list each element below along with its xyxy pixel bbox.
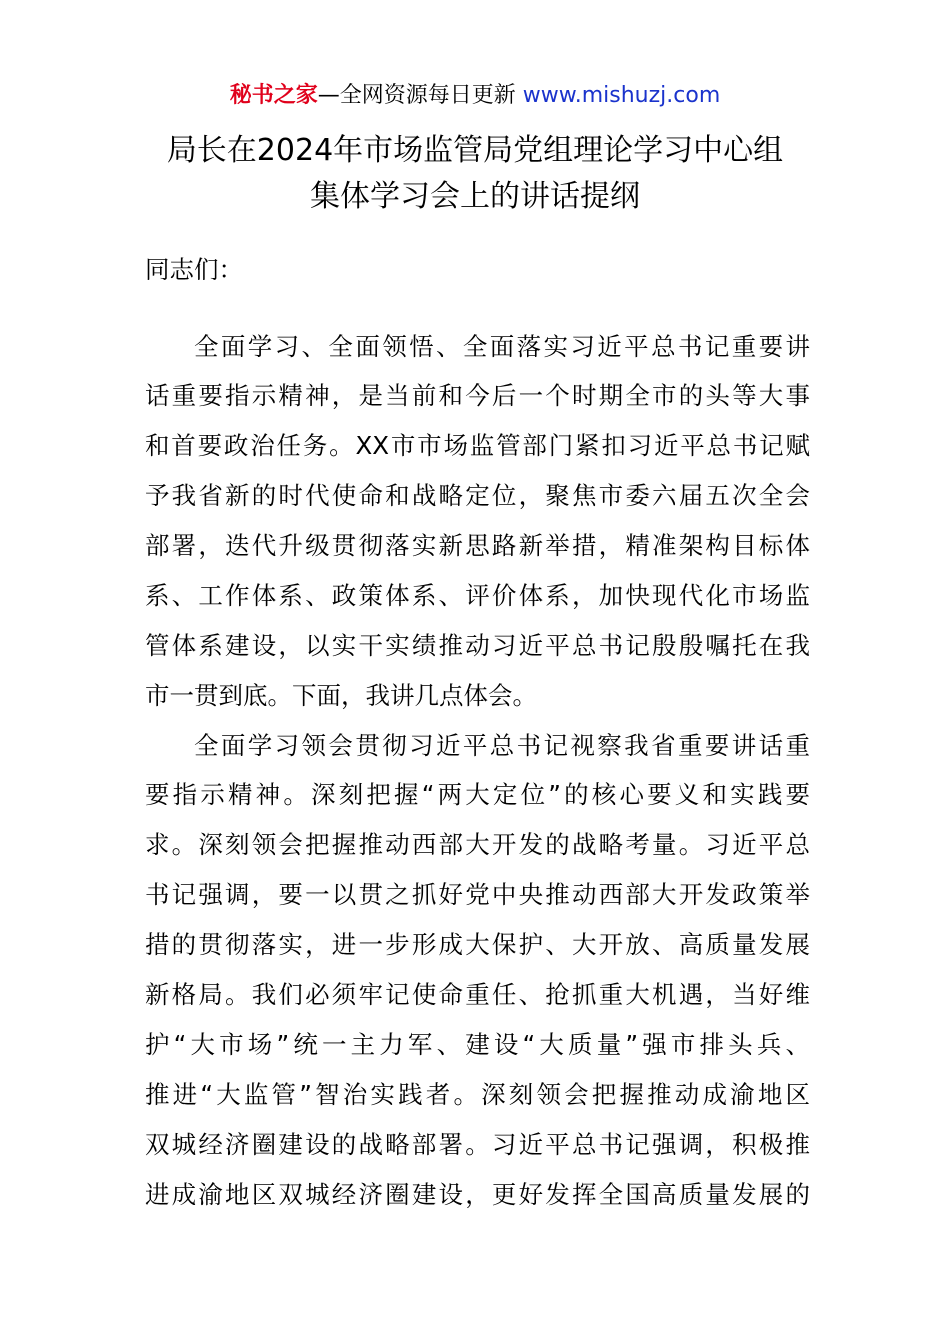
body-line: 予我省新的时代使命和战略定位，聚焦市委六届五次全会 — [145, 481, 810, 510]
body-line: 市一贯到底。下面，我讲几点体会。 — [145, 681, 537, 710]
body-line: 全面学习领会贯彻习近平总书记视察我省重要讲话重 — [194, 731, 810, 760]
header-tagline: —全网资源每日更新 — [317, 83, 516, 108]
body-line: 进成渝地区双城经济圈建设，更好发挥全国高质量发展的 — [145, 1180, 810, 1209]
body-line: 和首要政治任务。XX市市场监管部门紧扣习近平总书记赋 — [145, 431, 810, 460]
body-line: 措的贯彻落实，进一步形成大保护、大开放、高质量发展 — [145, 930, 810, 959]
document-title-line-2: 集体学习会上的讲话提纲 — [310, 179, 640, 214]
salutation: 同志们： — [145, 255, 243, 284]
body-line: 求。深刻领会把握推动西部大开发的战略考量。习近平总 — [145, 830, 810, 859]
body-line: 话重要指示精神，是当前和今后一个时期全市的头等大事 — [145, 381, 810, 410]
site-header — [0, 80, 950, 112]
body-line: 书记强调，要一以贯之抓好党中央推动西部大开发政策举 — [145, 880, 810, 909]
site-url-link[interactable]: www.mishuzj.com — [522, 83, 721, 108]
body-line: 管体系建设，以实干实绩推动习近平总书记殷殷嘱托在我 — [145, 631, 810, 660]
brand-name: 秘书之家 — [229, 83, 318, 108]
document-title-line-1: 局长在2024年市场监管局党组理论学习中心组 — [166, 133, 784, 168]
body-line: 部署，迭代升级贯彻落实新思路新举措，精准架构目标体 — [145, 531, 810, 560]
body-line: 要指示精神。深刻把握“两大定位”的核心要义和实践要 — [145, 780, 810, 809]
body-line: 双城经济圈建设的战略部署。习近平总书记强调，积极推 — [145, 1130, 810, 1159]
body-line: 新格局。我们必须牢记使命重任、抢抓重大机遇，当好维 — [145, 980, 810, 1009]
body-line: 护“大市场”统一主力军、建设“大质量”强市排头兵、 — [145, 1030, 810, 1059]
body-line: 推进“大监管”智治实践者。深刻领会把握推动成渝地区 — [145, 1080, 810, 1109]
body-line: 系、工作体系、政策体系、评价体系，加快现代化市场监 — [145, 581, 810, 610]
body-line: 全面学习、全面领悟、全面落实习近平总书记重要讲 — [194, 332, 810, 361]
